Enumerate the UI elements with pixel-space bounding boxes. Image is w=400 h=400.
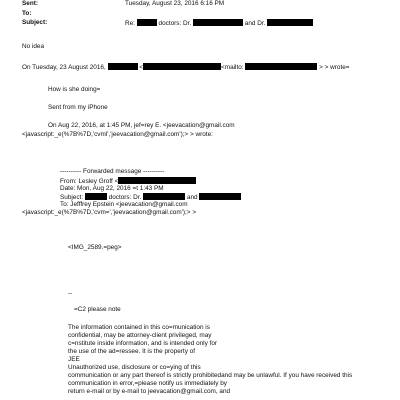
reply-intro-prefix: On Tuesday, 23 August 2016, — [22, 64, 106, 71]
conf-line: communication or any part thereof is strictly prohibitedand may be unlawful. If you have received this — [68, 372, 353, 379]
conf-line: JEE — [68, 356, 80, 363]
forwarded-header: ---------- Forwarded message ---------- — [60, 168, 165, 175]
signature-dashes: -- — [68, 290, 73, 297]
redaction-box — [137, 19, 157, 26]
redaction-box — [143, 63, 221, 70]
redaction-box — [108, 63, 138, 70]
to-label: To: — [22, 10, 32, 17]
redaction-box — [199, 193, 241, 200]
attachment-name: <IMG_2589.=peg> — [68, 244, 122, 251]
aug22-line2: <javascript:_e(%7B%7D,'cvml','jeevacation@gmail.com');> > wrote: — [22, 131, 213, 138]
conf-line: c=nstitute inside information, and is intended only for — [68, 340, 218, 347]
reply-intro-line: On Tuesday, 23 August 2016, < <mailto: > > wrote= — [22, 64, 350, 71]
fwd-subject-and: and — [186, 194, 198, 201]
subject-prefix: Re: — [125, 20, 135, 27]
subject-line — [125, 19, 313, 28]
conf-line: confidential, may be attorney-client privileged, may — [68, 332, 212, 339]
fwd-to2: <javascript:_e(%7B%7D,'cvm=','jeevacation@gmail.com');> > — [22, 209, 197, 216]
conf-line: Unauthorized use, disclosure or co=ying of this — [68, 364, 201, 371]
aug22-line1: On Aug 22, 2016, at 1:45 PM, jef=rey E. <jeevacation@gmail.com — [48, 122, 235, 129]
no-idea-text: No idea — [22, 43, 45, 50]
conf-line: communication in error,=please notify us immediately by — [68, 380, 227, 387]
conf-line: return e-mail or by e-mail to jeevacation@gmail.com, and — [68, 388, 231, 395]
reply-intro-suffix: > > wrote= — [319, 64, 350, 71]
redaction-box — [193, 19, 243, 26]
conf-line: the use of the ad=ressee. It is the property of — [68, 348, 196, 355]
sent-from-text: Sent from my iPhone — [48, 104, 108, 111]
fwd-subject-prefix: Subject: — [60, 194, 84, 201]
conf-line: The information contained in this co=munication is — [68, 324, 210, 331]
subject-mid: doctors: Dr. — [158, 20, 192, 27]
subject-and: and Dr. — [244, 20, 266, 27]
subject-label: Subject: — [22, 19, 48, 26]
redaction-box — [267, 19, 313, 26]
fwd-subject-mid: doctors: Dr. — [108, 194, 142, 201]
sent-value: Tuesday, August 23, 2016 6:16 PM — [125, 0, 225, 7]
c2-note: =C2 please note — [74, 306, 121, 313]
redaction-box — [245, 63, 317, 70]
fwd-date: Date: Mon, Aug 22, 2016 =t 1:43 PM — [60, 185, 164, 192]
redaction-box — [118, 177, 196, 184]
reply-intro-mailto: <mailto: — [221, 64, 244, 71]
how-is-she-text: How is she doing= — [48, 86, 101, 93]
fwd-to: To: Jefffrey Epstein <jeevacation@gmail.com — [60, 201, 188, 208]
redaction-box — [85, 193, 107, 200]
sent-label: Sent: — [22, 0, 38, 7]
fwd-from: From: Lesley Groff < — [60, 178, 119, 185]
redaction-box — [143, 193, 185, 200]
